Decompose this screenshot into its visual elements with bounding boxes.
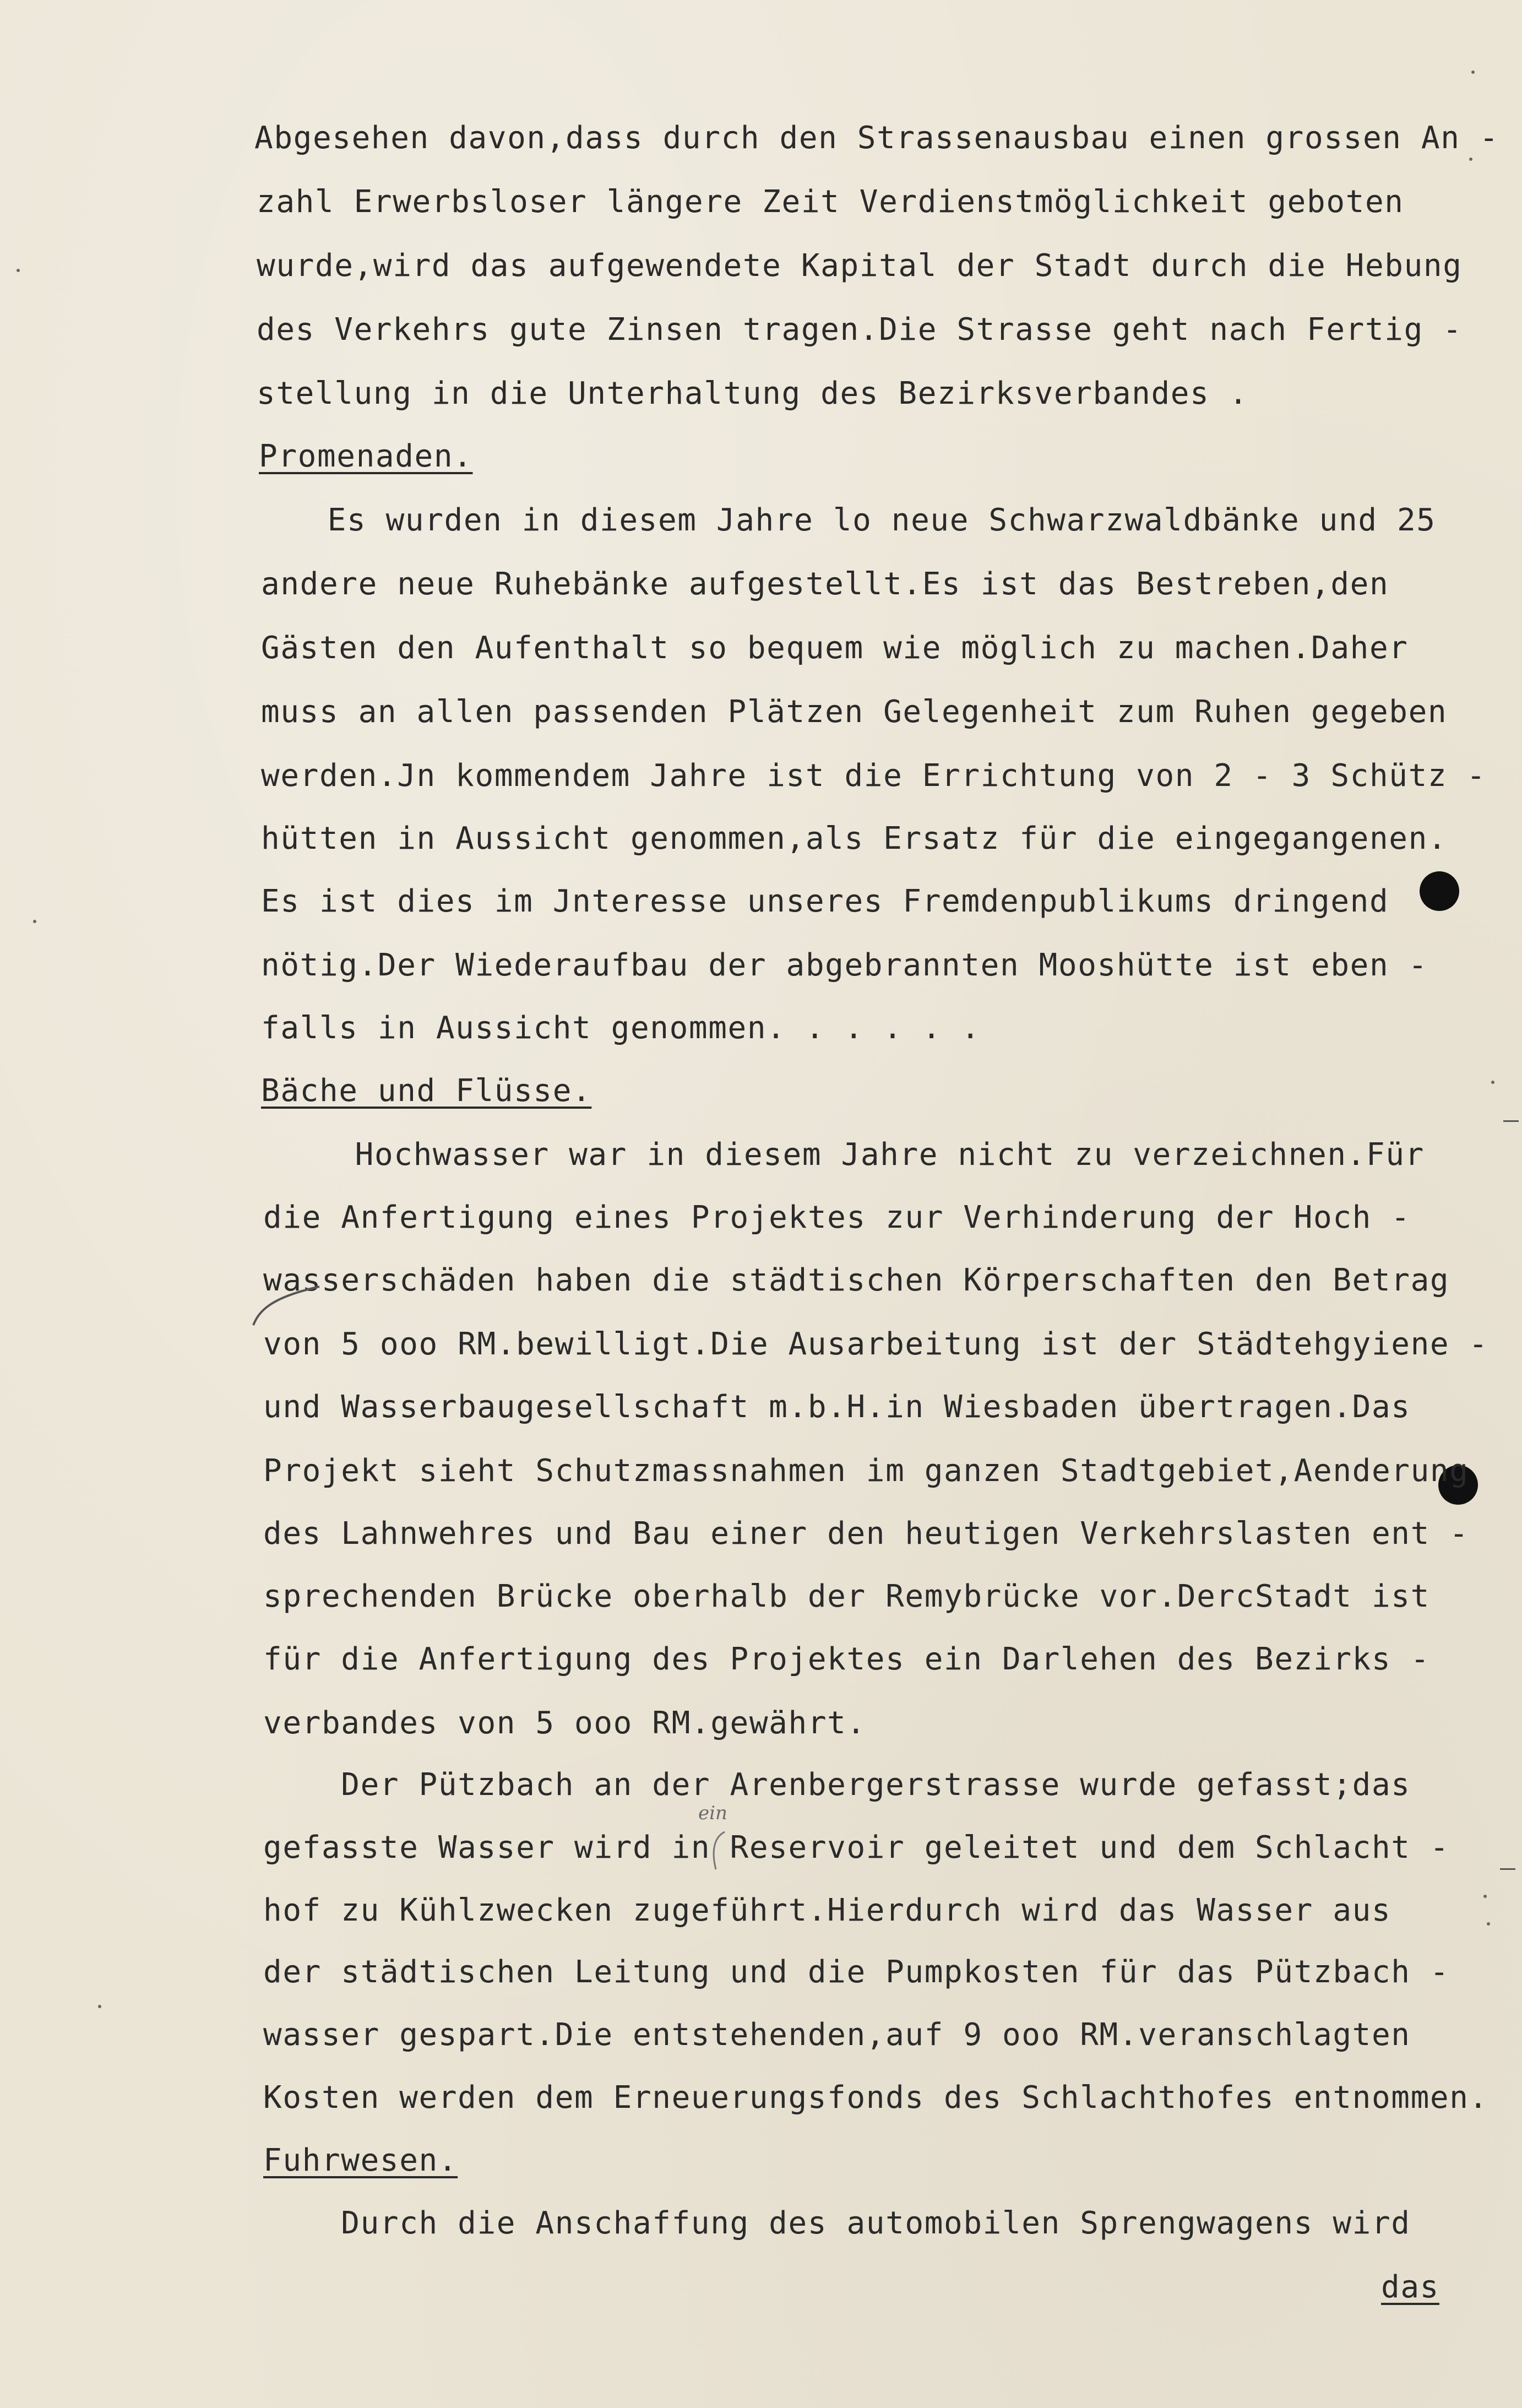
- text-line: sprechenden Brücke oberhalb der Remybrücke vor.DercStadt ist: [263, 1579, 1430, 1614]
- section-heading-fuhrwesen: Fuhrwesen.: [263, 2143, 458, 2178]
- text-line: Gästen den Aufenthalt so bequem wie möglich zu machen.Daher: [261, 630, 1409, 666]
- text-line: gefasste Wasser wird in Reservoir geleitet und dem Schlacht -: [263, 1830, 1450, 1865]
- text-line: des Lahnwehres und Bau einer den heutigen Verkehrslasten ent -: [263, 1516, 1469, 1552]
- text-line: hütten in Aussicht genommen,als Ersatz für die eingegangenen.: [261, 821, 1448, 856]
- text-line: von 5 ooo RM.bewilligt.Die Ausarbeitung ist der Städtehgyiene -: [263, 1326, 1488, 1362]
- margin-speck: [1469, 158, 1472, 161]
- text-line: Projekt sieht Schutzmassnahmen im ganzen Stadtgebiet,Aenderung: [263, 1453, 1469, 1489]
- text-line: andere neue Ruhebänke aufgestellt.Es ist das Bestreben,den: [261, 566, 1389, 602]
- text-line: der städtischen Leitung und die Pumpkosten für das Pützbach -: [263, 1954, 1450, 1990]
- punch-hole-top: [1420, 871, 1459, 911]
- text-line: falls in Aussicht genommen. . . . . .: [261, 1010, 981, 1046]
- text-line: Durch die Anschaffung des automobilen Sprengwagens wird: [263, 2205, 1411, 2241]
- margin-speck: [1471, 70, 1475, 74]
- text-line: Der Pützbach an der Arenbergerstrasse wurde gefasst;das: [263, 1767, 1411, 1803]
- section-heading-baeche-und-fluesse: Bäche und Flüsse.: [261, 1073, 592, 1109]
- text-line: für die Anfertigung des Projektes ein Darlehen des Bezirks -: [263, 1641, 1430, 1677]
- text-line: Kosten werden dem Erneuerungsfonds des Schlachthofes entnommen.: [263, 2080, 1488, 2116]
- margin-speck: [1487, 1922, 1490, 1926]
- margin-mark: [1503, 1120, 1519, 1122]
- section-heading-promenaden: Promenaden.: [259, 438, 473, 474]
- text-line: zahl Erwerbsloser längere Zeit Verdienstmöglichkeit geboten: [257, 184, 1404, 220]
- margin-speck: [17, 269, 20, 272]
- pencil-check-mark: [248, 1281, 325, 1331]
- margin-speck: [33, 920, 36, 923]
- text-line: die Anfertigung eines Projektes zur Verhinderung der Hoch -: [263, 1200, 1411, 1235]
- catchword-next-page: das: [1381, 2269, 1439, 2305]
- text-line: Es ist dies im Jnteresse unseres Fremdenpublikums dringend: [261, 883, 1389, 919]
- text-line: wasser gespart.Die entstehenden,auf 9 ooo RM.veranschlagten: [263, 2017, 1411, 2053]
- text-line: wasserschäden haben die städtischen Körperschaften den Betrag: [263, 1262, 1450, 1298]
- handwritten-annotation: ein: [698, 1802, 727, 1824]
- text-line: werden.Jn kommendem Jahre ist die Errichtung von 2 - 3 Schütz -: [261, 758, 1486, 794]
- text-line: wurde,wird das aufgewendete Kapital der Stadt durch die Hebung: [257, 248, 1463, 284]
- margin-mark: [1500, 1868, 1515, 1870]
- margin-speck: [98, 2005, 101, 2008]
- text-line: Hochwasser war in diesem Jahre nicht zu verzeichnen.Für: [316, 1137, 1425, 1173]
- pencil-insertion-mark: [708, 1830, 730, 1874]
- text-line: des Verkehrs gute Zinsen tragen.Die Strasse geht nach Fertig -: [257, 312, 1463, 348]
- text-line: Es wurden in diesem Jahre lo neue Schwarzwaldbänke und 25: [289, 502, 1436, 538]
- text-line: stellung in die Unterhaltung des Bezirksverbandes .: [257, 376, 1249, 411]
- text-line: verbandes von 5 ooo RM.gewährt.: [263, 1705, 866, 1741]
- text-line: hof zu Kühlzwecken zugeführt.Hierdurch wird das Wasser aus: [263, 1892, 1391, 1928]
- text-line: und Wasserbaugesellschaft m.b.H.in Wiesbaden übertragen.Das: [263, 1389, 1411, 1425]
- text-line: Abgesehen davon,dass durch den Strassenausbau einen grossen An -: [254, 120, 1499, 156]
- margin-speck: [1483, 1895, 1487, 1898]
- text-line: muss an allen passenden Plätzen Gelegenheit zum Ruhen gegeben: [261, 694, 1448, 730]
- margin-speck: [1491, 1081, 1494, 1084]
- text-line: nötig.Der Wiederaufbau der abgebrannten Mooshütte ist eben -: [261, 947, 1428, 983]
